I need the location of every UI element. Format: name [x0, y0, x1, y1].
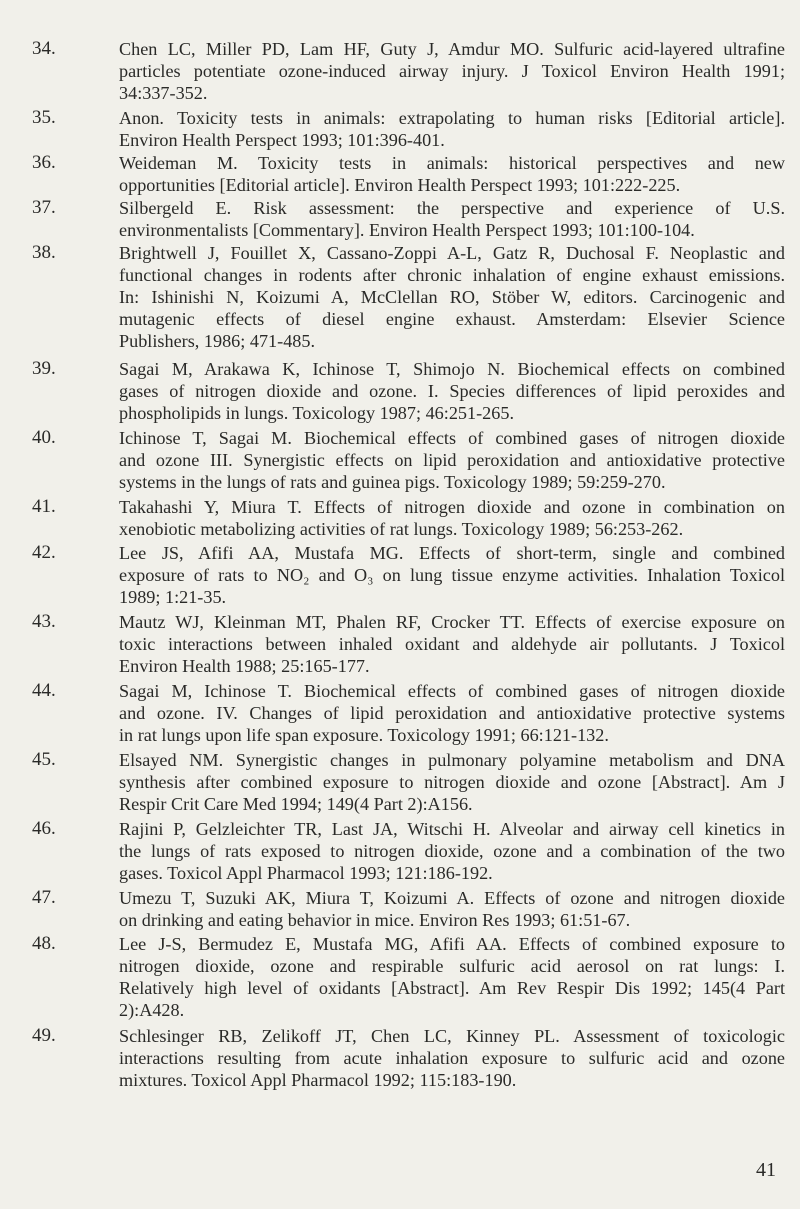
reference-line: and ozone III. Synergistic effects on lipid peroxidation and antioxidative protective — [119, 450, 785, 470]
reference-line: Rajini P, Gelzleichter TR, Last JA, Witschi H. Alveolar and airway cell kinetics in — [119, 819, 785, 839]
reference-line: 2):A428. — [119, 1000, 185, 1020]
reference-text — [119, 197, 785, 241]
page-number: 41 — [756, 1159, 776, 1181]
reference-number: 34. — [32, 38, 56, 59]
reference-line: 1989; 1:21-35. — [119, 587, 227, 607]
reference-line: mutagenic effects of diesel engine exhaust. Amsterdam: Elsevier Science — [119, 309, 785, 329]
reference-line: In: Ishinishi N, Koizumi A, McClellan RO, Stöber W, editors. Carcinogenic and — [119, 287, 785, 307]
reference-line: Respir Crit Care Med 1994; 149(4 Part 2):A156. — [119, 794, 473, 814]
reference-number: 48. — [32, 933, 56, 954]
reference-line: on drinking and eating behavior in mice. Environ Res 1993; 61:51-67. — [119, 910, 631, 930]
reference-line: mixtures. Toxicol Appl Pharmacol 1992; 115:183-190. — [119, 1070, 517, 1090]
reference-number: 41. — [32, 496, 56, 517]
reference-line: Lee J-S, Bermudez E, Mustafa MG, Afifi AA. Effects of combined exposure to — [119, 934, 785, 954]
reference-line: Sagai M, Arakawa K, Ichinose T, Shimojo N. Biochemical effects on combined — [119, 359, 785, 379]
reference-number: 38. — [32, 242, 56, 263]
reference-line: Sagai M, Ichinose T. Biochemical effects of combined gases of nitrogen dioxide — [119, 681, 785, 701]
reference-line: Takahashi Y, Miura T. Effects of nitrogen dioxide and ozone in combination on — [119, 497, 785, 517]
reference-line: Elsayed NM. Synergistic changes in pulmonary polyamine metabolism and DNA — [119, 750, 785, 770]
reference-line: nitrogen dioxide, ozone and respirable sulfuric acid aerosol on rat lungs: I. — [119, 956, 785, 976]
reference-line: Anon. Toxicity tests in animals: extrapolating to human risks [Editorial article]. — [119, 108, 785, 128]
reference-text — [119, 107, 785, 151]
reference-text — [119, 358, 785, 424]
reference-line: Umezu T, Suzuki AK, Miura T, Koizumi A. Effects of ozone and nitrogen dioxide — [119, 888, 785, 908]
reference-number: 43. — [32, 611, 56, 632]
reference-number: 49. — [32, 1025, 56, 1046]
reference-text — [119, 152, 785, 196]
reference-line: Mautz WJ, Kleinman MT, Phalen RF, Crocker TT. Effects of exercise exposure on — [119, 612, 785, 632]
reference-line: gases. Toxicol Appl Pharmacol 1993; 121:186-192. — [119, 863, 493, 883]
reference-text — [119, 818, 785, 884]
reference-line: Silbergeld E. Risk assessment: the perspective and experience of U.S. — [119, 198, 785, 218]
reference-line: environmentalists [Commentary]. Environ Health Perspect 1993; 101:100-104. — [119, 220, 695, 240]
reference-line: Publishers, 1986; 471-485. — [119, 331, 316, 351]
reference-line: in rat lungs upon life span exposure. Toxicology 1991; 66:121-132. — [119, 725, 609, 745]
reference-text — [119, 749, 785, 815]
reference-line: opportunities [Editorial article]. Environ Health Perspect 1993; 101:222-225. — [119, 175, 681, 195]
reference-number: 46. — [32, 818, 56, 839]
reference-number: 40. — [32, 427, 56, 448]
reference-line: exposure of rats to NO₂ and O₃ on lung tissue enzyme activities. Inhalation Toxicol — [119, 565, 785, 585]
reference-line: Weideman M. Toxicity tests in animals: historical perspectives and new — [119, 153, 785, 173]
reference-text — [119, 933, 785, 1021]
reference-text — [119, 887, 785, 931]
reference-line: Relatively high level of oxidants [Abstract]. Am Rev Respir Dis 1992; 145(4 Part — [119, 978, 785, 998]
reference-text — [119, 542, 785, 608]
reference-line: xenobiotic metabolizing activities of rat lungs. Toxicology 1989; 56:253-262. — [119, 519, 684, 539]
reference-number: 47. — [32, 887, 56, 908]
reference-line: Ichinose T, Sagai M. Biochemical effects of combined gases of nitrogen dioxide — [119, 428, 785, 448]
reference-number: 35. — [32, 107, 56, 128]
reference-line: functional changes in rodents after chronic inhalation of engine exhaust emissions. — [119, 265, 785, 285]
reference-line: particles potentiate ozone-induced airway injury. J Toxicol Environ Health 1991; — [119, 61, 785, 81]
reference-line: phospholipids in lungs. Toxicology 1987; 46:251-265. — [119, 403, 514, 423]
reference-number: 42. — [32, 542, 56, 563]
reference-line: and ozone. IV. Changes of lipid peroxidation and antioxidative protective systems — [119, 703, 785, 723]
reference-line: Lee JS, Afifi AA, Mustafa MG. Effects of short-term, single and combined — [119, 543, 785, 563]
reference-line: Brightwell J, Fouillet X, Cassano-Zoppi A-L, Gatz R, Duchosal F. Neoplastic and — [119, 243, 785, 263]
reference-number: 44. — [32, 680, 56, 701]
reference-line: interactions resulting from acute inhalation exposure to sulfuric acid and ozone — [119, 1048, 785, 1068]
reference-line: gases of nitrogen dioxide and ozone. I. Species differences of lipid peroxides and — [119, 381, 785, 401]
reference-line: systems in the lungs of rats and guinea pigs. Toxicology 1989; 59:259-270. — [119, 472, 666, 492]
reference-number: 39. — [32, 358, 56, 379]
reference-line: synthesis after combined exposure to nitrogen dioxide and ozone [Abstract]. Am J — [119, 772, 785, 792]
reference-text — [119, 38, 785, 104]
reference-line: Environ Health 1988; 25:165-177. — [119, 656, 370, 676]
reference-line: Schlesinger RB, Zelikoff JT, Chen LC, Kinney PL. Assessment of toxicologic — [119, 1026, 785, 1046]
reference-number: 36. — [32, 152, 56, 173]
reference-text — [119, 496, 785, 540]
reference-text — [119, 611, 785, 677]
reference-text — [119, 680, 785, 746]
reference-line: 34:337-352. — [119, 83, 208, 103]
reference-number: 37. — [32, 197, 56, 218]
reference-line: the lungs of rats exposed to nitrogen dioxide, ozone and a combination of the two — [119, 841, 785, 861]
reference-line: Chen LC, Miller PD, Lam HF, Guty J, Amdur MO. Sulfuric acid-layered ultrafine — [119, 39, 785, 59]
reference-text — [119, 242, 785, 352]
reference-text — [119, 1025, 785, 1091]
reference-line: Environ Health Perspect 1993; 101:396-401. — [119, 130, 445, 150]
reference-line: toxic interactions between inhaled oxidant and aldehyde air pollutants. J Toxicol — [119, 634, 785, 654]
reference-number: 45. — [32, 749, 56, 770]
reference-text — [119, 427, 785, 493]
